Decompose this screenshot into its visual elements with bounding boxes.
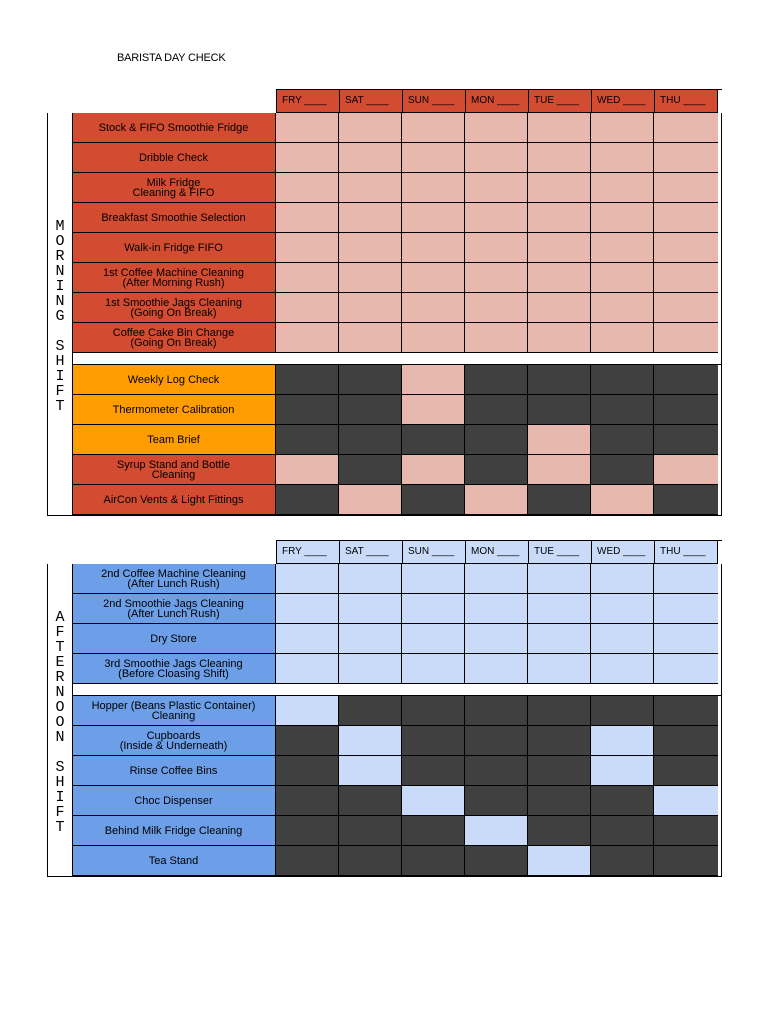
side-letter: T: [55, 639, 65, 656]
side-letter: S: [55, 338, 65, 355]
check-cell[interactable]: [654, 594, 718, 624]
check-cell[interactable]: [276, 323, 339, 353]
not-scheduled-cell: [528, 395, 591, 425]
side-letter: I: [55, 789, 65, 806]
not-scheduled-cell: [339, 455, 402, 485]
not-scheduled-cell: [528, 485, 591, 515]
day-header-4: TUE ____: [528, 90, 591, 113]
side-letter: H: [55, 774, 65, 791]
not-scheduled-cell: [339, 786, 402, 816]
check-cell[interactable]: [528, 113, 591, 143]
not-scheduled-cell: [276, 485, 339, 515]
check-cell[interactable]: [465, 203, 528, 233]
check-cell[interactable]: [339, 654, 402, 684]
check-cell[interactable]: [465, 293, 528, 323]
day-header-row: [276, 540, 722, 564]
check-cell[interactable]: [591, 263, 654, 293]
check-cell[interactable]: [276, 594, 339, 624]
side-letter: F: [55, 383, 65, 400]
check-cell[interactable]: [339, 293, 402, 323]
not-scheduled-cell: [465, 756, 528, 786]
not-scheduled-cell: [339, 696, 402, 726]
afternoon-shift-table: [47, 540, 722, 877]
task-label: Thermometer Calibration: [72, 395, 276, 425]
task-label: Rinse Coffee Bins: [72, 756, 276, 786]
task-label: 2nd Smoothie Jags Cleaning (After Lunch Rush): [72, 594, 276, 624]
not-scheduled-cell: [402, 756, 465, 786]
not-scheduled-cell: [276, 425, 339, 455]
morning-weekly-task-row: [72, 365, 721, 395]
afternoon-rows: [72, 564, 721, 876]
morning-daily-task-row: [72, 323, 721, 353]
not-scheduled-cell: [339, 365, 402, 395]
side-letter: G: [55, 308, 65, 325]
check-cell[interactable]: [276, 564, 339, 594]
check-cell[interactable]: [276, 113, 339, 143]
not-scheduled-cell: [276, 786, 339, 816]
task-label: AirCon Vents & Light Fittings: [72, 485, 276, 515]
not-scheduled-cell: [465, 365, 528, 395]
afternoon-daily-task-row: [72, 624, 721, 654]
not-scheduled-cell: [654, 425, 718, 455]
task-label: 1st Coffee Machine Cleaning (After Morning Rush): [72, 263, 276, 293]
day-header-5: WED ____: [591, 90, 654, 113]
side-letter: R: [55, 669, 65, 686]
check-cell[interactable]: [528, 425, 591, 455]
check-cell[interactable]: [465, 624, 528, 654]
task-label: Syrup Stand and Bottle Cleaning: [72, 455, 276, 485]
not-scheduled-cell: [339, 816, 402, 846]
check-cell[interactable]: [465, 173, 528, 203]
check-cell[interactable]: [339, 143, 402, 173]
check-cell[interactable]: [402, 263, 465, 293]
check-cell[interactable]: [528, 173, 591, 203]
not-scheduled-cell: [339, 425, 402, 455]
check-cell[interactable]: [465, 594, 528, 624]
morning-shift-table: [47, 89, 722, 516]
check-cell[interactable]: [465, 564, 528, 594]
side-letter: O: [55, 699, 65, 716]
check-cell[interactable]: [402, 654, 465, 684]
check-cell[interactable]: [528, 654, 591, 684]
not-scheduled-cell: [402, 696, 465, 726]
task-label: Cupboards (Inside & Underneath): [72, 726, 276, 756]
task-label: 3rd Smoothie Jags Cleaning (Before Cloasing Shift): [72, 654, 276, 684]
not-scheduled-cell: [654, 846, 718, 876]
check-cell[interactable]: [528, 203, 591, 233]
check-cell[interactable]: [654, 624, 718, 654]
check-cell[interactable]: [276, 455, 339, 485]
side-letter: N: [55, 293, 65, 310]
check-cell[interactable]: [528, 233, 591, 263]
check-cell[interactable]: [591, 654, 654, 684]
task-label: Team Brief: [72, 425, 276, 455]
side-letter: [55, 745, 64, 760]
check-cell[interactable]: [528, 564, 591, 594]
not-scheduled-cell: [654, 696, 718, 726]
not-scheduled-cell: [465, 786, 528, 816]
task-label: Breakfast Smoothie Selection: [72, 203, 276, 233]
not-scheduled-cell: [654, 365, 718, 395]
afternoon-grid: [47, 564, 722, 877]
side-letter: M: [55, 218, 65, 235]
side-letter: O: [55, 233, 65, 250]
check-cell[interactable]: [528, 594, 591, 624]
check-cell[interactable]: [339, 173, 402, 203]
check-cell[interactable]: [528, 846, 591, 876]
side-letter: A: [55, 609, 65, 626]
check-cell[interactable]: [591, 293, 654, 323]
day-header-0: FRY ____: [276, 541, 339, 564]
check-cell[interactable]: [465, 233, 528, 263]
morning-grid: [47, 113, 722, 516]
check-cell[interactable]: [465, 816, 528, 846]
check-cell[interactable]: [276, 233, 339, 263]
not-scheduled-cell: [402, 425, 465, 455]
side-letter: T: [55, 819, 65, 836]
side-letter: I: [55, 368, 65, 385]
task-label: 1st Smoothie Jags Cleaning (Going On Break): [72, 293, 276, 323]
not-scheduled-cell: [276, 395, 339, 425]
check-cell[interactable]: [654, 323, 718, 353]
morning-daily-task-row: [72, 293, 721, 323]
check-cell[interactable]: [591, 594, 654, 624]
task-label: Tea Stand: [72, 846, 276, 876]
not-scheduled-cell: [402, 485, 465, 515]
check-cell[interactable]: [591, 624, 654, 654]
divider-fill: [72, 353, 721, 365]
side-letter: F: [55, 624, 65, 641]
side-letter: N: [55, 684, 65, 701]
not-scheduled-cell: [591, 816, 654, 846]
check-cell[interactable]: [654, 564, 718, 594]
check-cell[interactable]: [465, 654, 528, 684]
not-scheduled-cell: [528, 365, 591, 395]
side-letter: H: [55, 353, 65, 370]
check-cell[interactable]: [339, 113, 402, 143]
afternoon-shift-side-label: [48, 564, 73, 876]
morning-daily-task-row: [72, 233, 721, 263]
task-label: Milk Fridge Cleaning & FIFO: [72, 173, 276, 203]
not-scheduled-cell: [276, 756, 339, 786]
task-label: Choc Dispenser: [72, 786, 276, 816]
day-header-2: SUN ____: [402, 90, 465, 113]
afternoon-daily-task-row: [72, 564, 721, 594]
check-cell[interactable]: [528, 323, 591, 353]
day-header-6: THU ____: [654, 541, 718, 564]
check-cell[interactable]: [339, 323, 402, 353]
check-cell[interactable]: [339, 263, 402, 293]
check-cell[interactable]: [402, 564, 465, 594]
afternoon-weekly-task-row: [72, 756, 721, 786]
side-letter: I: [55, 278, 65, 295]
task-label: Walk-in Fridge FIFO: [72, 233, 276, 263]
check-cell[interactable]: [654, 113, 718, 143]
check-cell[interactable]: [591, 726, 654, 756]
task-label: 2nd Coffee Machine Cleaning (After Lunch Rush): [72, 564, 276, 594]
check-cell[interactable]: [339, 624, 402, 654]
check-cell[interactable]: [339, 594, 402, 624]
check-cell[interactable]: [465, 323, 528, 353]
not-scheduled-cell: [276, 726, 339, 756]
not-scheduled-cell: [528, 696, 591, 726]
check-cell[interactable]: [339, 203, 402, 233]
day-header-4: TUE ____: [528, 541, 591, 564]
not-scheduled-cell: [339, 846, 402, 876]
day-header-3: MON ____: [465, 541, 528, 564]
check-cell[interactable]: [402, 233, 465, 263]
check-cell[interactable]: [591, 756, 654, 786]
check-cell[interactable]: [654, 173, 718, 203]
check-cell[interactable]: [276, 263, 339, 293]
check-cell[interactable]: [339, 726, 402, 756]
task-label: Behind Milk Fridge Cleaning: [72, 816, 276, 846]
side-letter: E: [55, 654, 65, 671]
not-scheduled-cell: [465, 696, 528, 726]
morning-weekly-task-row: [72, 395, 721, 425]
side-letter: T: [55, 398, 65, 415]
morning-daily-task-row: [72, 143, 721, 173]
not-scheduled-cell: [654, 816, 718, 846]
afternoon-weekly-task-row: [72, 846, 721, 876]
not-scheduled-cell: [528, 726, 591, 756]
side-letter: S: [55, 759, 65, 776]
task-label: Stock & FIFO Smoothie Fridge: [72, 113, 276, 143]
not-scheduled-cell: [528, 756, 591, 786]
check-cell[interactable]: [654, 143, 718, 173]
morning-weekly-task-row: [72, 425, 721, 455]
check-cell[interactable]: [402, 203, 465, 233]
afternoon-weekly-task-row: [72, 696, 721, 726]
check-cell[interactable]: [402, 594, 465, 624]
not-scheduled-cell: [654, 726, 718, 756]
not-scheduled-cell: [339, 395, 402, 425]
not-scheduled-cell: [591, 425, 654, 455]
section-divider: [72, 353, 721, 365]
afternoon-daily-task-row: [72, 654, 721, 684]
day-header-1: SAT ____: [339, 541, 402, 564]
check-cell[interactable]: [528, 143, 591, 173]
check-cell[interactable]: [339, 485, 402, 515]
check-cell[interactable]: [465, 485, 528, 515]
not-scheduled-cell: [654, 756, 718, 786]
check-cell[interactable]: [654, 654, 718, 684]
check-cell[interactable]: [654, 233, 718, 263]
afternoon-weekly-task-row: [72, 726, 721, 756]
check-cell[interactable]: [654, 455, 718, 485]
check-cell[interactable]: [528, 293, 591, 323]
day-header-5: WED ____: [591, 541, 654, 564]
not-scheduled-cell: [465, 425, 528, 455]
not-scheduled-cell: [591, 696, 654, 726]
check-cell[interactable]: [276, 624, 339, 654]
check-cell[interactable]: [276, 696, 339, 726]
check-cell[interactable]: [528, 263, 591, 293]
morning-weekly-task-row: [72, 455, 721, 485]
check-cell[interactable]: [402, 173, 465, 203]
task-label: Weekly Log Check: [72, 365, 276, 395]
check-cell[interactable]: [591, 143, 654, 173]
check-cell[interactable]: [339, 564, 402, 594]
not-scheduled-cell: [465, 455, 528, 485]
check-cell[interactable]: [591, 113, 654, 143]
check-cell[interactable]: [402, 624, 465, 654]
section-divider: [72, 684, 721, 696]
day-header-row: [276, 89, 722, 113]
day-header-6: THU ____: [654, 90, 718, 113]
not-scheduled-cell: [654, 485, 718, 515]
check-cell[interactable]: [591, 323, 654, 353]
task-label: Dry Store: [72, 624, 276, 654]
side-letter: N: [55, 729, 65, 746]
morning-rows: [72, 113, 721, 515]
check-cell[interactable]: [276, 203, 339, 233]
check-cell[interactable]: [402, 293, 465, 323]
side-letter: R: [55, 248, 65, 265]
check-cell[interactable]: [339, 756, 402, 786]
not-scheduled-cell: [528, 816, 591, 846]
afternoon-daily-task-row: [72, 594, 721, 624]
not-scheduled-cell: [591, 846, 654, 876]
not-scheduled-cell: [276, 816, 339, 846]
not-scheduled-cell: [591, 455, 654, 485]
not-scheduled-cell: [402, 726, 465, 756]
check-cell[interactable]: [402, 143, 465, 173]
check-cell[interactable]: [591, 203, 654, 233]
day-header-1: SAT ____: [339, 90, 402, 113]
check-cell[interactable]: [402, 323, 465, 353]
check-cell[interactable]: [591, 564, 654, 594]
check-cell[interactable]: [276, 173, 339, 203]
check-cell[interactable]: [276, 143, 339, 173]
morning-shift-side-label: [48, 113, 73, 515]
task-label: Coffee Cake Bin Change (Going On Break): [72, 323, 276, 353]
day-header-0: FRY ____: [276, 90, 339, 113]
side-letter: N: [55, 263, 65, 280]
check-cell[interactable]: [654, 786, 718, 816]
check-cell[interactable]: [465, 143, 528, 173]
side-letter: F: [55, 804, 65, 821]
document-title: BARISTA DAY CHECK: [117, 52, 226, 64]
check-cell[interactable]: [465, 113, 528, 143]
not-scheduled-cell: [591, 395, 654, 425]
check-cell[interactable]: [402, 113, 465, 143]
check-cell[interactable]: [276, 654, 339, 684]
check-cell[interactable]: [654, 293, 718, 323]
not-scheduled-cell: [276, 365, 339, 395]
morning-weekly-task-row: [72, 485, 721, 515]
check-cell[interactable]: [339, 233, 402, 263]
check-cell[interactable]: [591, 173, 654, 203]
check-cell[interactable]: [528, 455, 591, 485]
day-header-2: SUN ____: [402, 541, 465, 564]
check-cell[interactable]: [402, 455, 465, 485]
not-scheduled-cell: [591, 365, 654, 395]
side-letter: O: [55, 714, 65, 731]
check-cell[interactable]: [465, 263, 528, 293]
check-cell[interactable]: [591, 485, 654, 515]
not-scheduled-cell: [465, 846, 528, 876]
not-scheduled-cell: [654, 395, 718, 425]
afternoon-weekly-task-row: [72, 786, 721, 816]
check-cell[interactable]: [654, 203, 718, 233]
check-cell[interactable]: [654, 263, 718, 293]
task-label: Dribble Check: [72, 143, 276, 173]
check-cell[interactable]: [591, 233, 654, 263]
not-scheduled-cell: [402, 816, 465, 846]
not-scheduled-cell: [465, 726, 528, 756]
check-cell[interactable]: [402, 365, 465, 395]
afternoon-weekly-task-row: [72, 816, 721, 846]
not-scheduled-cell: [528, 786, 591, 816]
task-label: Hopper (Beans Plastic Container) Cleaning: [72, 696, 276, 726]
check-cell[interactable]: [402, 786, 465, 816]
not-scheduled-cell: [465, 395, 528, 425]
not-scheduled-cell: [402, 846, 465, 876]
not-scheduled-cell: [276, 846, 339, 876]
side-letter: [55, 324, 64, 339]
morning-daily-task-row: [72, 263, 721, 293]
check-cell[interactable]: [528, 624, 591, 654]
morning-daily-task-row: [72, 113, 721, 143]
day-header-3: MON ____: [465, 90, 528, 113]
morning-daily-task-row: [72, 203, 721, 233]
not-scheduled-cell: [591, 786, 654, 816]
check-cell[interactable]: [402, 395, 465, 425]
morning-daily-task-row: [72, 173, 721, 203]
divider-fill: [72, 684, 721, 696]
check-cell[interactable]: [276, 293, 339, 323]
